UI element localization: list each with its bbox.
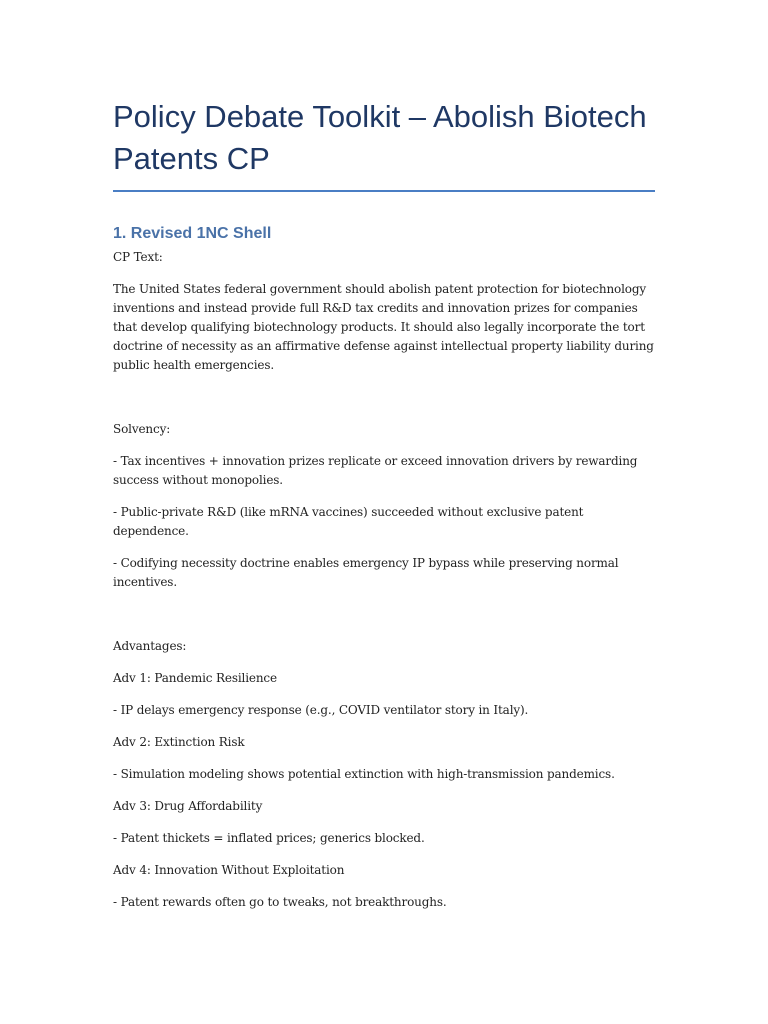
section-heading: 1. Revised 1NC Shell (113, 225, 272, 242)
solvency-point: - Public-private R&D (like mRNA vaccines) succeeded without exclusive patent dependence. (113, 505, 584, 538)
advantages-label: Advantages: (113, 639, 187, 653)
document-page (113, 96, 655, 925)
advantage-title: Adv 4: Innovation Without Exploitation (113, 863, 345, 877)
solvency-label: Solvency: (113, 422, 171, 436)
spacer (113, 388, 655, 420)
advantage-point: - Simulation modeling shows potential extinction with high-transmission pandemics. (113, 767, 615, 781)
document-title: Policy Debate Toolkit – Abolish Biotech Patents CP (113, 96, 655, 192)
solvency-point: - Codifying necessity doctrine enables emergency IP bypass while preserving normal incentives. (113, 556, 619, 589)
cp-text-body: The United States federal government should abolish patent protection for biotechnology inventions and instead provide full R&D tax credits and innovation prizes for companies that develop qualifying biotechnology products. It should also legally incorporate the tort doctrine of necessity as an affirmative defense against intellectual property liability during public health emergencies. (113, 282, 654, 372)
advantage-title: Adv 2: Extinction Risk (113, 735, 245, 749)
advantage-point: - IP delays emergency response (e.g., COVID ventilator story in Italy). (113, 703, 529, 717)
advantage-point: - Patent rewards often go to tweaks, not breakthroughs. (113, 895, 447, 909)
cp-text-label: CP Text: (113, 250, 163, 264)
advantage-title: Adv 3: Drug Affordability (113, 799, 263, 813)
advantage-point: - Patent thickets = inflated prices; generics blocked. (113, 831, 425, 845)
solvency-point: - Tax incentives + innovation prizes replicate or exceed innovation drivers by rewarding success without monopolies. (113, 454, 638, 487)
spacer (113, 605, 655, 637)
advantage-title: Adv 1: Pandemic Resilience (113, 671, 277, 685)
